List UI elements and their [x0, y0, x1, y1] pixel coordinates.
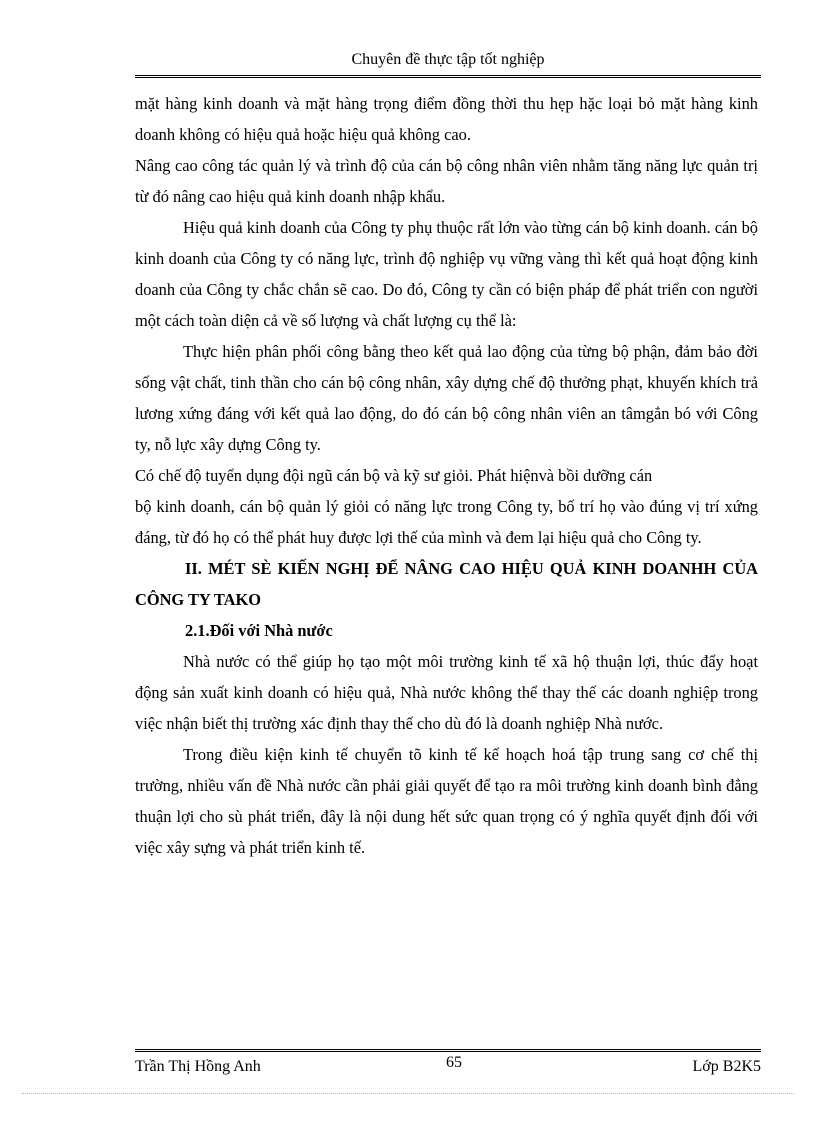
- paragraph-management-quality: Nâng cao công tác quản lý và trình độ của cán bộ công nhân viên nhằm tăng năng lực quản trị từ đó nâng cao hiệu quả kinh doanh nhập khẩu.: [135, 156, 758, 206]
- page-footer: [135, 1049, 761, 1075]
- section-heading: II. MÉT SÈ KIẾN NGHỊ ĐỂ NÂNG CAO HIỆU QUẢ KINH DOANHH CỦA CÔNG TY TAKO: [135, 559, 758, 609]
- author-name: Trần Thị Hồng Anh: [135, 1058, 261, 1075]
- document-title: Chuyên đề thực tập tốt nghiệp: [351, 51, 545, 68]
- paragraph-staff-efficiency: Hiệu quả kinh doanh của Công ty phụ thuộc rất lớn vào từng cán bộ kinh doanh. cán bộ kinh doanh của Công ty có năng lực, trình độ nghiệp vụ vững vàng thì kết quả hoạt động kinh doanh của Công ty chắc chắn sẽ cao. Do đó, Công ty cần có biện pháp để phát triển con người một cách toàn diện cả về số lượng và chất lượng cụ thể là:: [135, 218, 758, 330]
- document-body: [135, 88, 758, 863]
- page-bottom-divider: [22, 1093, 794, 1094]
- subsection-heading: 2.1.Đối với Nhà nước: [185, 621, 333, 640]
- page-number: 65: [446, 1054, 462, 1071]
- paragraph-staff-placement: bộ kinh doanh, cán bộ quản lý giỏi có năng lực trong Công ty, bố trí họ vào đúng vị trí xứng đáng, từ đó họ có thể phát huy được lợi thế của mình và đem lại hiệu quả cho Công ty.: [135, 497, 758, 547]
- paragraph-market-transition: Trong điều kiện kinh tế chuyển tõ kinh tế kế hoạch hoá tập trung sang cơ chế thị trường, nhiều vấn đề Nhà nước cần phải giải quyết để tạo ra môi trường kinh doanh bình đẳng thuận lợi cho sù phát triển, đây là nội dung hết sức quan trọng có ý nghĩa quyết định đối với việc xây sựng và phát triển kinh tế.: [135, 745, 758, 857]
- paragraph-state-role: Nhà nước có thể giúp họ tạo một môi trường kinh tế xã hộ thuận lợi, thúc đẩy hoạt động sản xuất kinh doanh có hiệu quả, Nhà nước không thể thay thế các doanh nghiệp trong việc nhận biết thị trường xác định thay thế cho dù đó là doanh nghiệp Nhà nước.: [135, 652, 758, 733]
- page-header: [135, 50, 761, 78]
- class-name: Lớp B2K5: [692, 1058, 761, 1075]
- paragraph-recruitment: Có chế độ tuyển dụng đội ngũ cán bộ và kỹ sư giỏi. Phát hiệnvà bồi dưỡng cán: [135, 466, 653, 485]
- paragraph-product-focus: mặt hàng kinh doanh và mặt hàng trọng điểm đồng thời thu hẹp hặc loại bỏ mặt hàng kinh doanh không có hiệu quả hoặc hiệu quả không cao.: [135, 94, 758, 144]
- paragraph-fair-distribution: Thực hiện phân phối công bằng theo kết quả lao động của từng bộ phận, đảm bảo đời sống vật chất, tinh thần cho cán bộ công nhân, xây dựng chế độ thưởng phạt, khuyến khích trả lương xứng đáng với kết quả lao động, do đó cán bộ công nhân viên an tâmgắn bó với Công ty, nỗ lực xây dựng Công ty.: [135, 342, 758, 454]
